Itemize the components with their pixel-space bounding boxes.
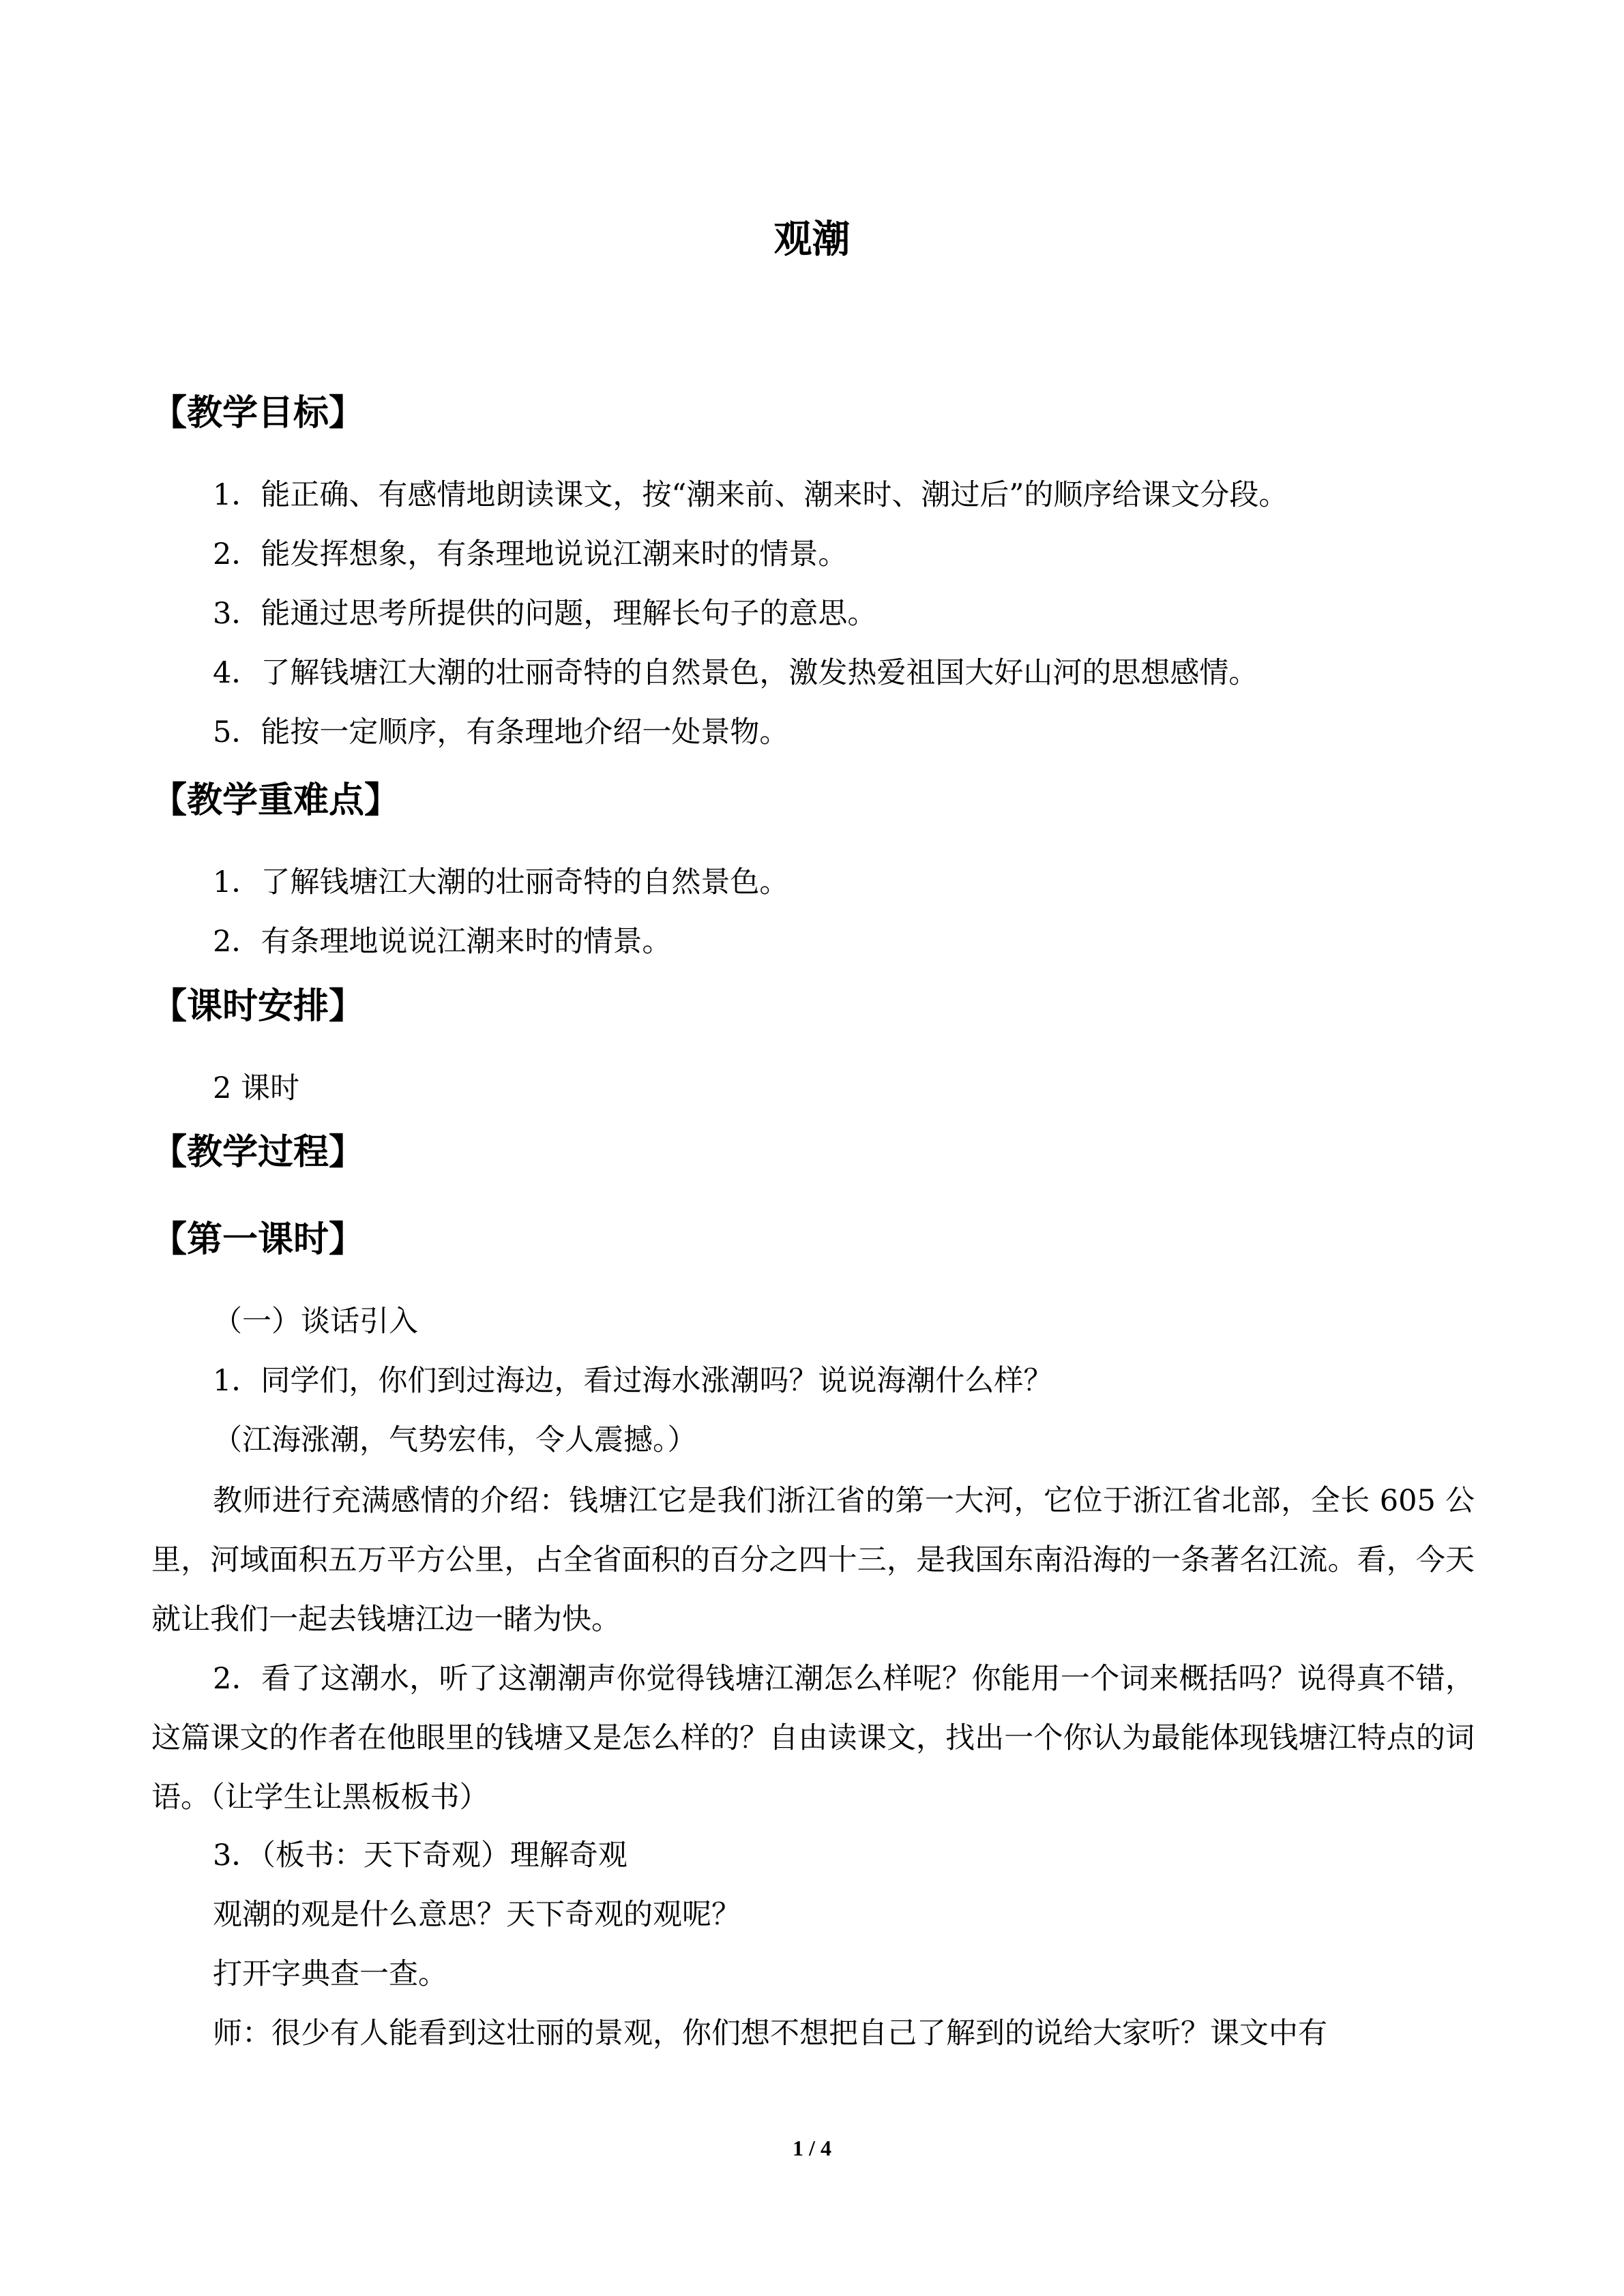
- process-heading: 【教学过程】: [151, 1132, 365, 1173]
- key-points-heading: 【教学重难点】: [151, 780, 400, 821]
- question-1: 1．同学们，你们到过海边，看过海水涨潮吗？说说海潮什么样？: [213, 1364, 1053, 1398]
- page-number: 1 / 4: [793, 2136, 831, 2160]
- objective-item-4: 4．了解钱塘江大潮的壮丽奇特的自然景色，激发热爱祖国大好山河的思想感情。: [213, 656, 1258, 690]
- question-3-activity: 打开字典查一查。: [213, 1957, 447, 1991]
- question-3: 3．（板书：天下奇观）理解奇观: [213, 1838, 628, 1873]
- objectives-heading: 【教学目标】: [151, 393, 365, 434]
- intro-paragraph: 教师进行充满感情的介绍：钱塘江它是我们浙江省的第一大河，它位于浙江省北部，全长 605 公里，河域面积五万平方公里，占全省面积的百分之四十三，是我国东南沿海的一条著名江流。看，今天就让我们一起去钱塘江边一睹为快。: [151, 1484, 1475, 1637]
- schedule-text: 2 课时: [213, 1071, 300, 1105]
- first-lesson-subheading: （一）谈话引入: [213, 1304, 418, 1339]
- first-lesson-heading: 【第一课时】: [151, 1219, 365, 1260]
- objective-item-3: 3．能通过思考所提供的问题，理解长句子的意思。: [213, 597, 877, 631]
- key-point-item-1: 1．了解钱塘江大潮的壮丽奇特的自然景色。: [213, 865, 789, 899]
- schedule-heading: 【课时安排】: [151, 986, 365, 1027]
- objective-item-5: 5．能按一定顺序，有条理地介绍一处景物。: [213, 715, 789, 749]
- objective-item-2: 2．能发挥想象，有条理地说说江潮来时的情景。: [213, 537, 848, 571]
- question-3-ask: 观潮的观是什么意思？天下奇观的观呢？: [213, 1898, 741, 1932]
- teacher-paragraph: 师：很少有人能看到这壮丽的景观，你们想不想把自己了解到的说给大家听？课文中有: [213, 2016, 1327, 2051]
- objective-item-1: 1．能正确、有感情地朗读课文，按“潮来前、潮来时、潮过后”的顺序给课文分段。: [213, 478, 1288, 512]
- question-2-paragraph: 2．看了这潮水，听了这潮潮声你觉得钱塘江潮怎么样呢？你能用一个词来概括吗？说得真不错，这篇课文的作者在他眼里的钱塘又是怎么样的？自由读课文，找出一个你认为最能体现钱塘江特点的词语。（让学生让黑板板书）: [151, 1662, 1475, 1815]
- key-point-item-2: 2．有条理地说说江潮来时的情景。: [213, 925, 672, 959]
- document-title: 观潮: [773, 218, 851, 262]
- answer-1: （江海涨潮，气势宏伟，令人震撼。）: [213, 1423, 697, 1457]
